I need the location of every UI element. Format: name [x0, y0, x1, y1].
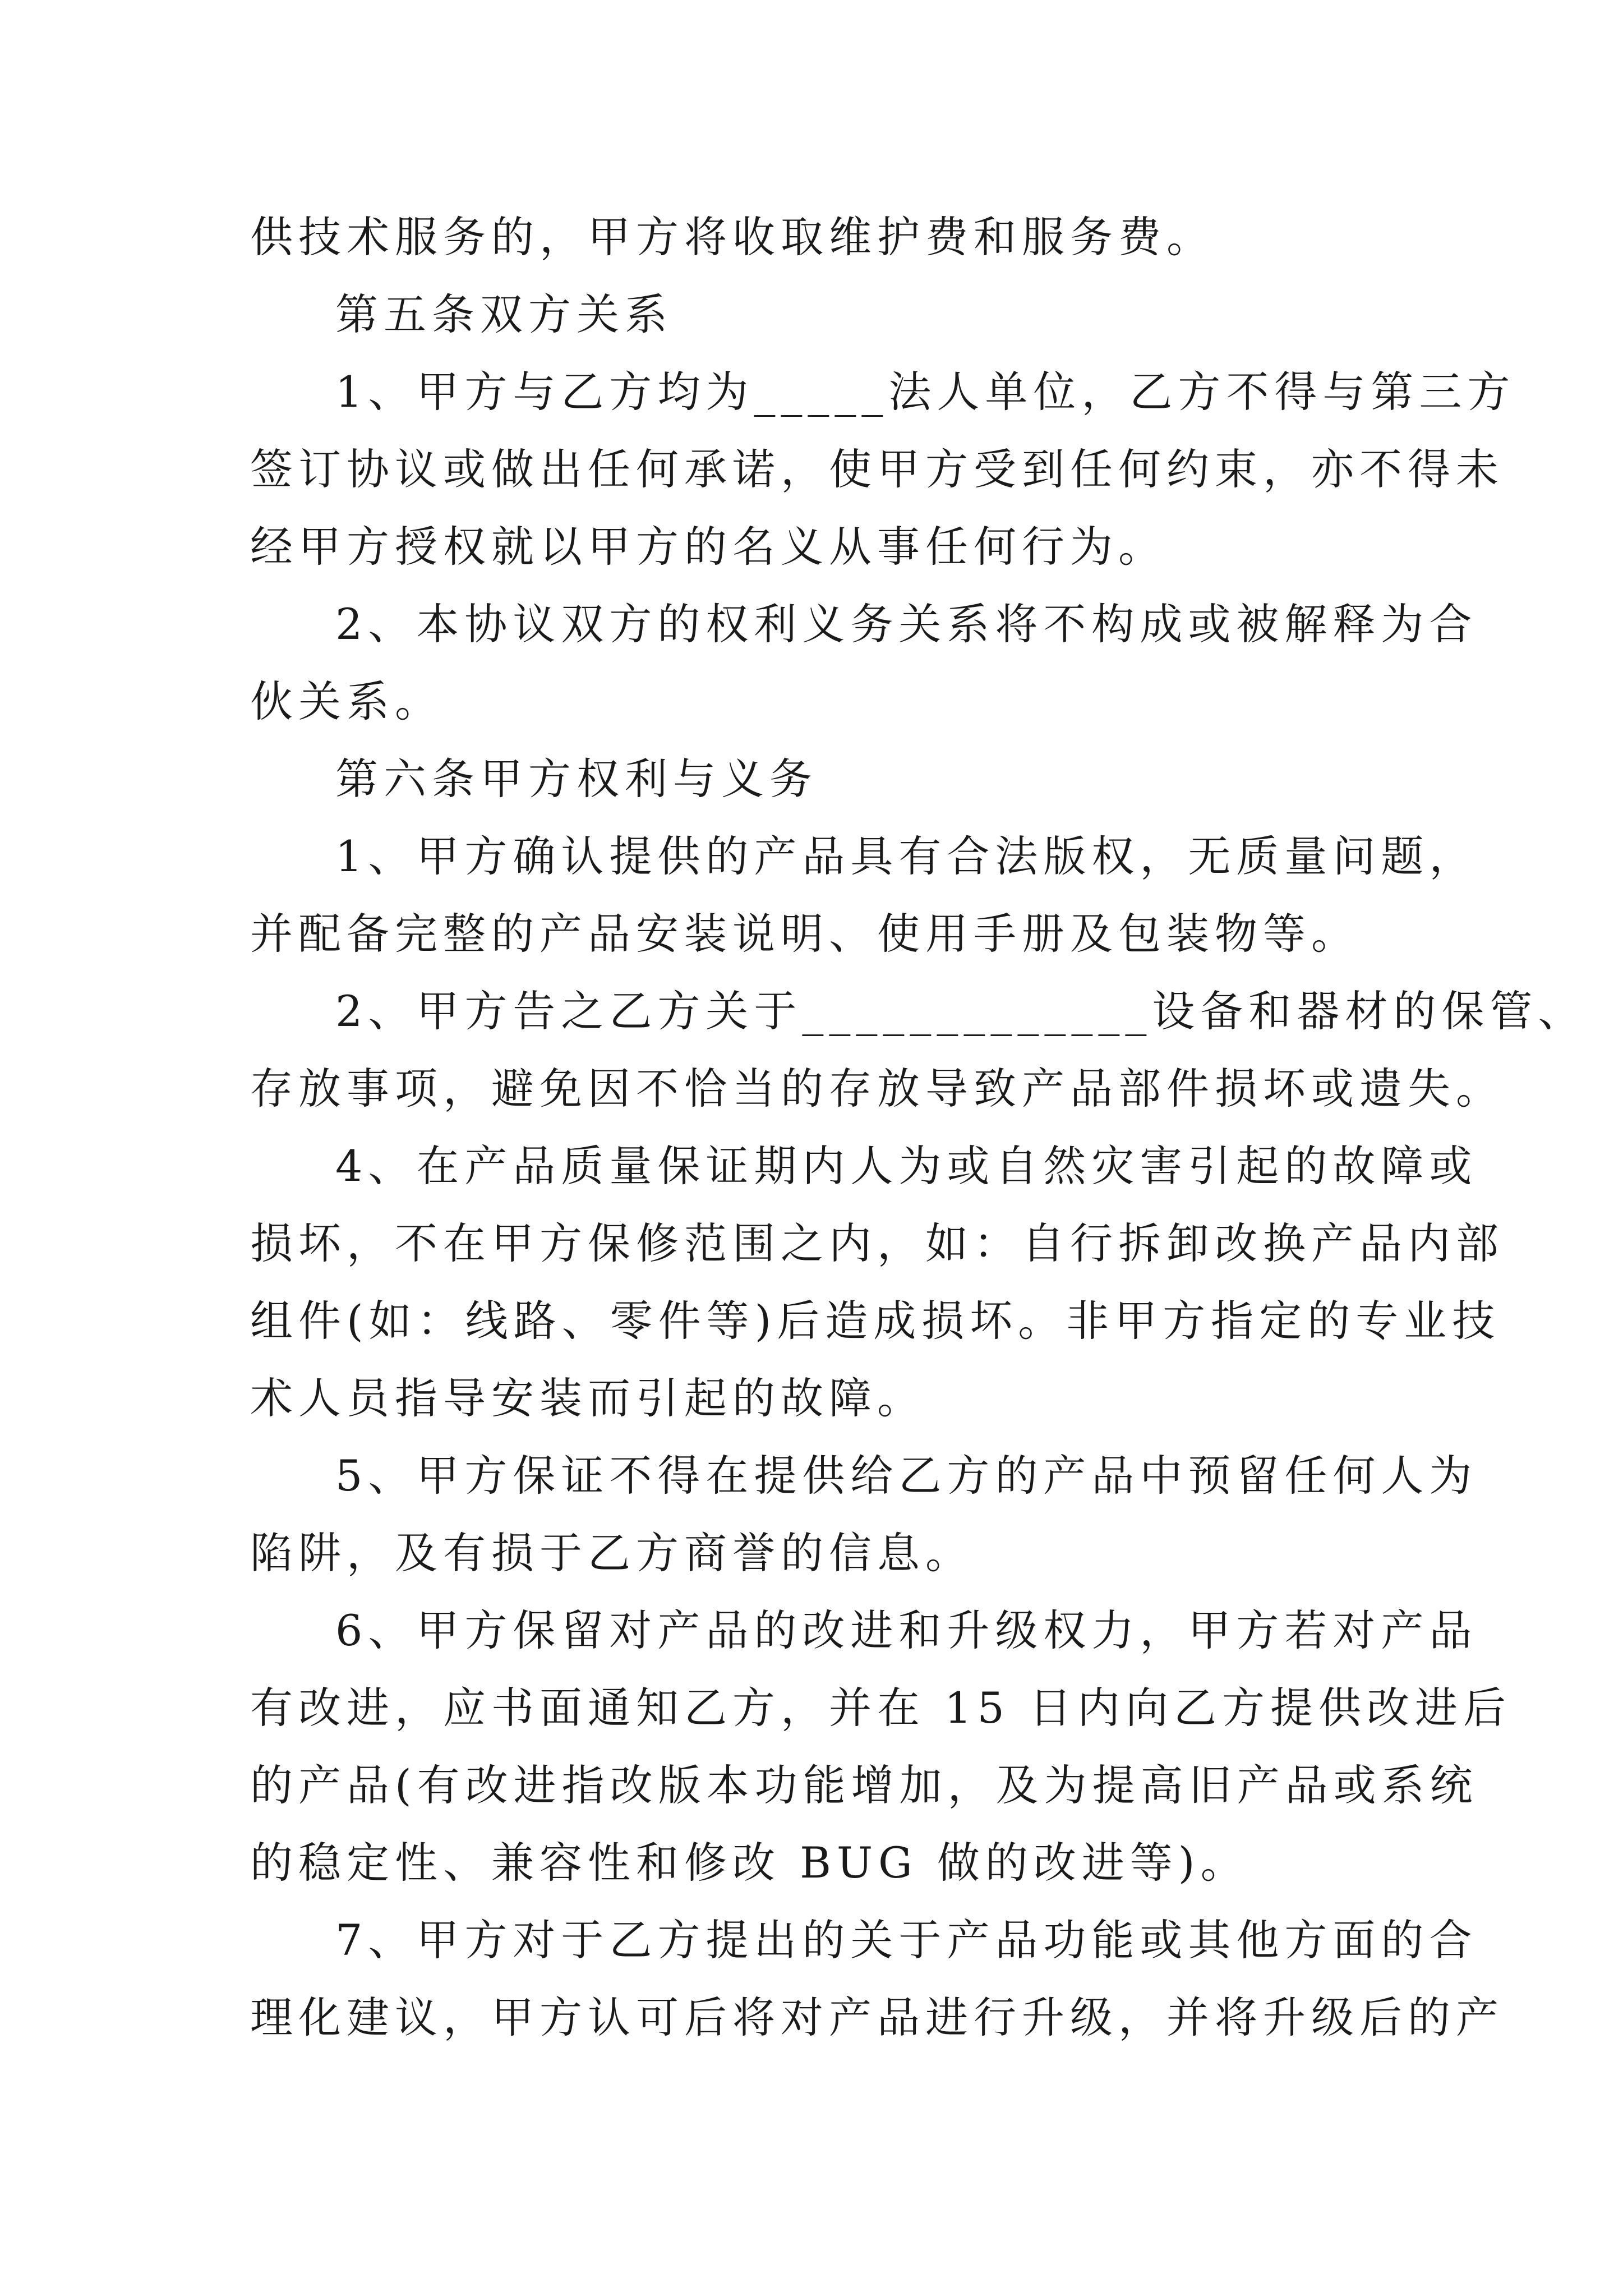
text-line: 经甲方授权就以甲方的名义从事任何行为。	[250, 522, 1166, 572]
text-line: 2、甲方告之乙方关于_____________设备和器材的保管、	[335, 986, 1587, 1036]
section-heading: 第六条甲方权利与义务	[335, 754, 818, 804]
text-line: 5、甲方保证不得在提供给乙方的产品中预留任何人为	[335, 1451, 1478, 1501]
text-line: 供技术服务的，甲方将收取维护费和服务费。	[250, 212, 1215, 262]
text-line: 4、在产品质量保证期内人为或自然灾害引起的故障或	[335, 1141, 1478, 1191]
text-line: 签订协议或做出任何承诺，使甲方受到任何约束，亦不得未	[250, 444, 1504, 494]
text-line: 有改进，应书面通知乙方，并在 15 日内向乙方提供改进后	[250, 1683, 1512, 1733]
text-line: 理化建议，甲方认可后将对产品进行升级，并将升级后的产	[250, 1993, 1504, 2042]
text-line: 伙关系。	[250, 677, 443, 726]
text-line: 并配备完整的产品安装说明、使用手册及包装物等。	[250, 909, 1359, 959]
text-line: 2、本协议双方的权利义务关系将不构成或被解释为合	[335, 599, 1478, 649]
text-line: 1、甲方与乙方均为_____法人单位，乙方不得与第三方	[335, 367, 1516, 417]
text-line: 陷阱，及有损于乙方商誉的信息。	[250, 1528, 974, 1578]
text-line: 1、甲方确认提供的产品具有合法版权，无质量问题，	[335, 831, 1478, 881]
text-line: 存放事项，避免因不恰当的存放导致产品部件损坏或遗失。	[250, 1064, 1504, 1114]
text-line: 组件(如：线路、零件等)后造成损坏。非甲方指定的专业技	[250, 1296, 1501, 1346]
document-page	[250, 199, 1587, 2056]
section-heading: 第五条双方关系	[335, 289, 673, 339]
text-line: 术人员指导安装而引起的故障。	[250, 1373, 925, 1423]
text-line: 6、甲方保留对产品的改进和升级权力，甲方若对产品	[335, 1605, 1478, 1655]
text-line: 的产品(有改进指改版本功能增加，及为提高旧产品或系统	[250, 1760, 1478, 1810]
text-line: 7、甲方对于乙方提出的关于产品功能或其他方面的合	[335, 1915, 1478, 1965]
text-line: 的稳定性、兼容性和修改 BUG 做的改进等)。	[250, 1838, 1249, 1888]
text-line: 损坏，不在甲方保修范围之内，如：自行拆卸改换产品内部	[250, 1218, 1504, 1268]
